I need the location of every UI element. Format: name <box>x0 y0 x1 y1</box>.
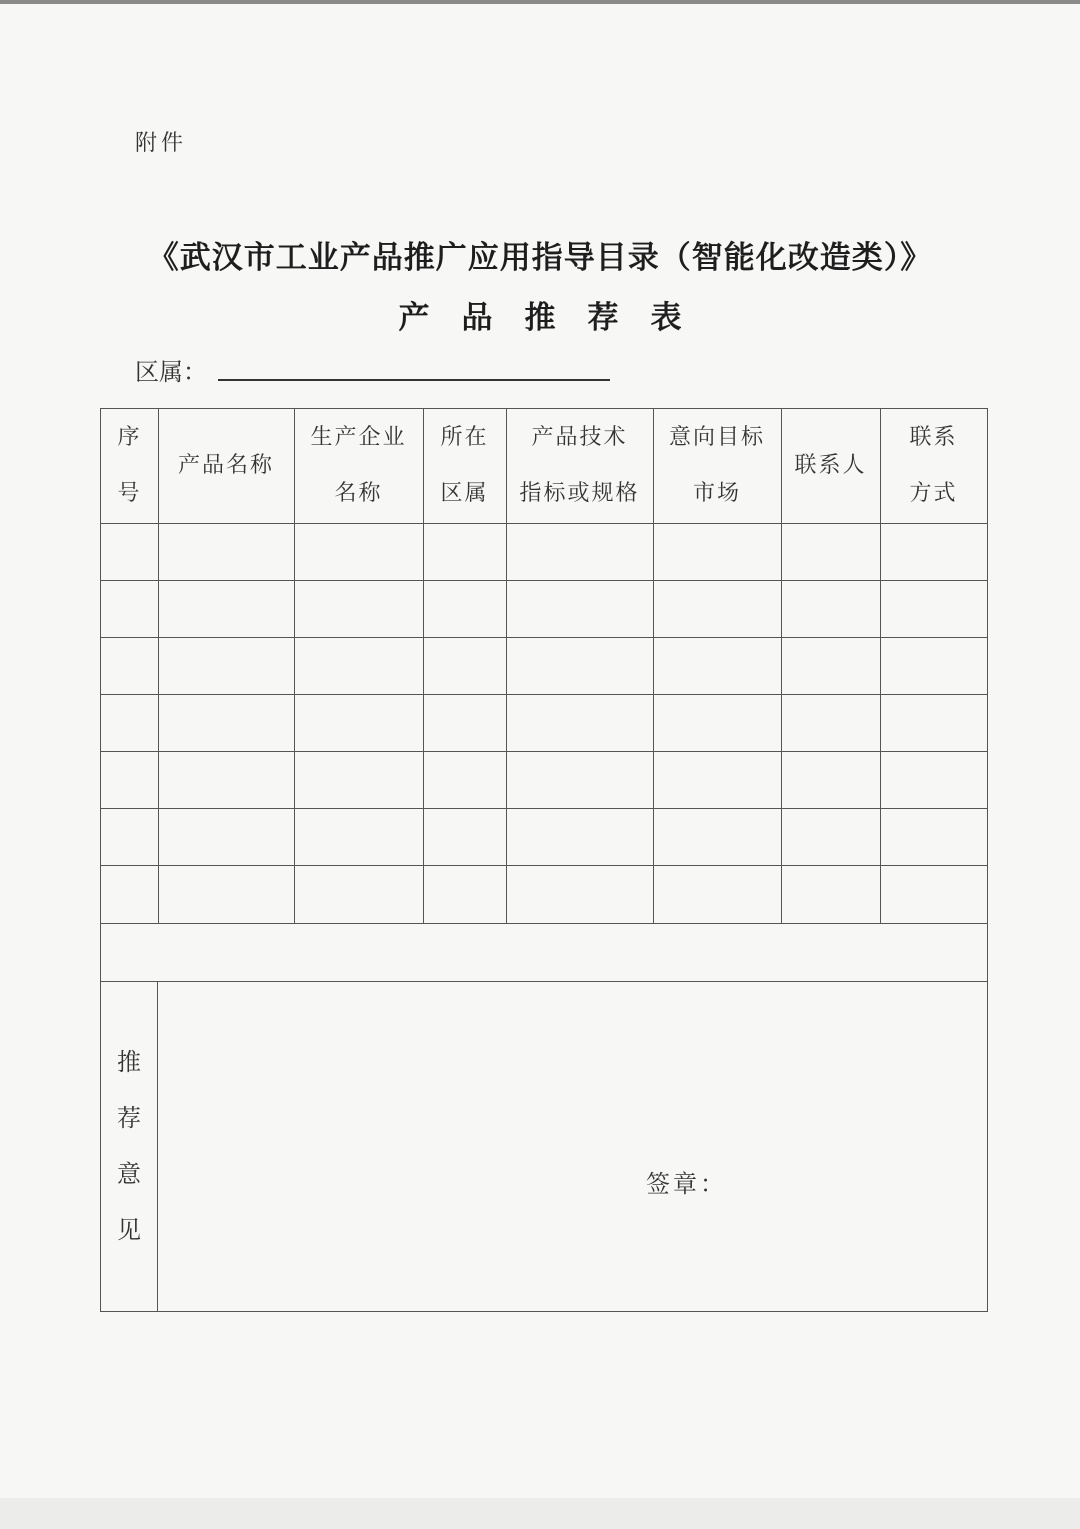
header-tech-spec: 产品技术 指标或规格 <box>519 425 640 506</box>
subtitle-char: 表 <box>650 300 682 336</box>
district-label: 区属： <box>135 358 207 386</box>
document-page <box>0 4 1080 1504</box>
row-divider <box>101 637 987 638</box>
scan-bottom-edge <box>0 1498 1080 1529</box>
attachment-label: 附件 <box>135 131 188 156</box>
subtitle-char: 品 <box>461 300 493 336</box>
header-product-name: 产品名称 <box>177 453 274 478</box>
document-title: 《武汉市工业产品推广应用指导目录（智能化改造类）》 <box>147 240 933 276</box>
recommendation-form-table <box>100 408 988 1312</box>
row-divider <box>101 694 987 695</box>
recommendation-divider <box>157 981 158 1311</box>
header-target-market: 意向目标 市场 <box>668 425 765 506</box>
subtitle-char: 推 <box>524 300 556 336</box>
row-divider <box>101 751 987 752</box>
signature-label: 签章： <box>646 1170 727 1198</box>
subtitle-char: 产 <box>398 300 430 336</box>
subtitle-char: 荐 <box>587 300 619 336</box>
recommendation-label: 推 荐 意 见 <box>117 1048 141 1244</box>
row-divider <box>101 865 987 866</box>
header-manufacturer: 生产企业 名称 <box>310 425 407 506</box>
district-input-line[interactable] <box>218 379 610 381</box>
header-district: 所在 区属 <box>440 425 489 506</box>
header-serial-number: 序 号 <box>117 425 142 506</box>
header-divider <box>101 523 987 524</box>
row-divider <box>101 923 987 924</box>
row-divider <box>101 981 987 982</box>
header-contact-person: 联系人 <box>794 453 867 478</box>
row-divider <box>101 808 987 809</box>
row-divider <box>101 580 987 581</box>
header-contact-method: 联系 方式 <box>909 425 958 506</box>
form-subtitle <box>0 292 1080 337</box>
